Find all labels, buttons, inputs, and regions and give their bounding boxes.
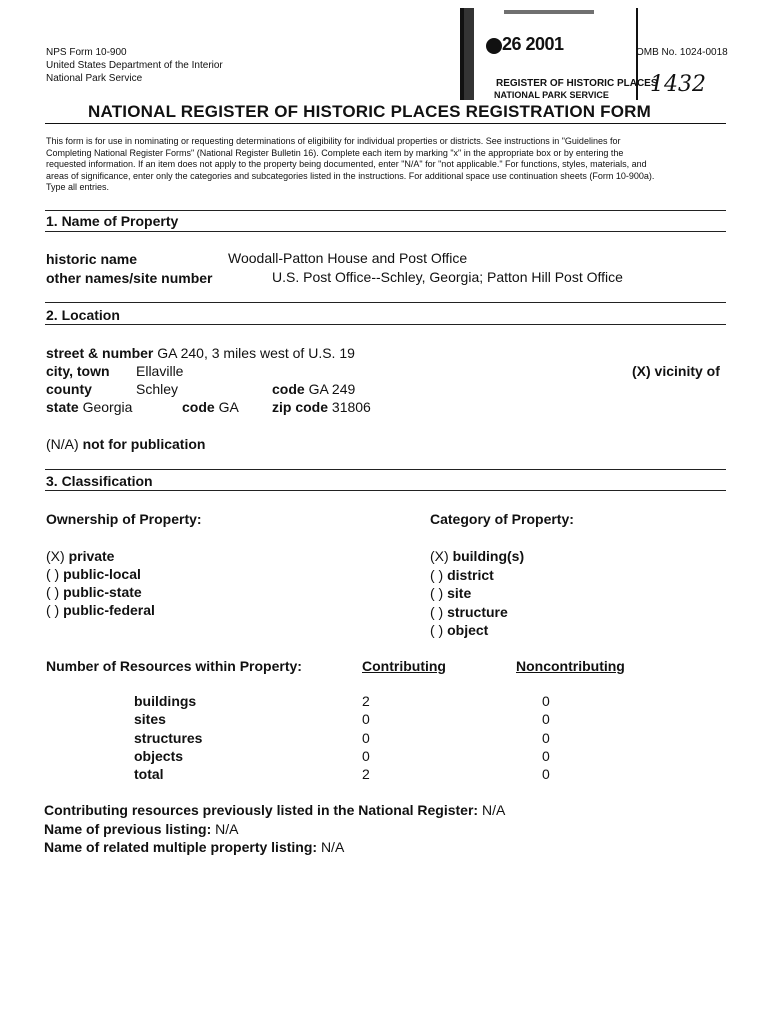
ownership-option — [46, 565, 155, 583]
historic-name-label: historic name — [46, 251, 138, 267]
street-value: GA 240, 3 miles west of U.S. 19 — [157, 345, 355, 361]
category-mark: ( ) — [430, 566, 444, 583]
category-mark: ( ) — [430, 622, 444, 638]
instructions-line: requested information. If an item does not apply to the property being documented, enter "N/A" for "not applicable." For functions, styles, materials, and — [46, 159, 647, 169]
not-for-publication-mark: (N/A) — [46, 436, 79, 452]
section3-title: 3. Classification — [46, 473, 153, 489]
noncontributing-count: 0 — [542, 711, 550, 728]
category-option — [430, 621, 524, 640]
resource-label: objects — [134, 747, 184, 764]
stamp-line-1: REGISTER OF HISTORIC PLACES — [496, 78, 658, 89]
not-for-publication-label: not for publication — [82, 436, 206, 452]
category-mark: ( ) — [430, 585, 444, 601]
section3-bottom-rule — [45, 490, 726, 491]
noncontributing-heading: Noncontributing — [516, 658, 625, 674]
stamp-ink-smudge — [464, 8, 474, 100]
instructions — [46, 136, 736, 194]
category-mark: (X) — [430, 548, 449, 564]
other-names-value: U.S. Post Office--Schley, Georgia; Patton Hill Post Office — [272, 269, 623, 285]
header-agency-block — [46, 46, 223, 85]
noncontributing-count: 0 — [542, 693, 550, 709]
category-label: building(s) — [452, 548, 525, 564]
previous-listing-block — [44, 801, 505, 857]
resource-labels — [134, 692, 202, 783]
other-names-label: other names/site number — [46, 270, 213, 286]
contributing-heading: Contributing — [362, 658, 446, 674]
ownership-label: public-state — [63, 584, 142, 600]
category-label: district — [447, 566, 494, 583]
instructions-line: areas of significance, enter only the categories and subcategories listed in the instructions. For additional space use continuation sheets (Form 10-900a). — [46, 170, 655, 181]
city-label: city, town — [46, 363, 110, 379]
category-mark: ( ) — [430, 603, 444, 620]
section2-top-rule — [45, 302, 726, 303]
noncontributing-count: 0 — [542, 747, 550, 764]
state-row — [46, 399, 132, 415]
stamp-ink-top — [504, 10, 594, 14]
state-code — [182, 399, 239, 415]
not-for-publication — [46, 436, 205, 452]
state-label: state — [46, 399, 79, 415]
contributing-counts — [362, 692, 370, 783]
stamp-ink-dot — [486, 38, 502, 54]
category-option — [430, 584, 524, 603]
street-label: street & number — [46, 345, 154, 361]
street-row — [46, 345, 355, 361]
ownership-mark: ( ) — [46, 584, 60, 600]
zip-value: 31806 — [331, 399, 371, 415]
historic-name-value: Woodall-Patton House and Post Office — [228, 250, 468, 266]
ownership-label: private — [68, 548, 115, 564]
category-label: site — [447, 585, 472, 601]
instructions-line: This form is for use in nominating or requesting determinations of eligibility for individual properties or districts. See instructions in "Guidelines for — [46, 136, 621, 146]
stamp-line-2: NATIONAL PARK SERVICE — [494, 90, 609, 100]
category-label: object — [447, 622, 489, 638]
ownership-mark: (X) — [46, 548, 65, 564]
omb-number: OMB No. 1024-0018 — [636, 47, 728, 58]
resource-label: total — [134, 766, 164, 783]
section2-title: 2. Location — [46, 307, 120, 323]
contributing-count: 2 — [362, 766, 370, 783]
previous-listing-name-label: Name of previous listing: — [44, 820, 212, 837]
ownership-option — [46, 601, 155, 619]
ownership-mark: ( ) — [46, 602, 60, 618]
related-listing-row — [44, 838, 505, 857]
vicinity-checkbox: (X) vicinity of — [632, 363, 720, 379]
county-value: Schley — [136, 381, 179, 397]
stamp-date: 26 2001 — [502, 34, 564, 54]
resource-label: buildings — [134, 693, 197, 709]
ownership-mark: ( ) — [46, 566, 60, 582]
county-code-label: code — [272, 381, 305, 397]
section1-top-rule — [45, 210, 726, 211]
form-number: NPS Form 10-900 — [46, 47, 127, 58]
county-code-value: GA 249 — [308, 381, 356, 397]
category-label: structure — [447, 603, 508, 620]
ownership-option — [46, 547, 155, 565]
ownership-option — [46, 583, 155, 601]
form-title: NATIONAL REGISTER OF HISTORIC PLACES REGISTRATION FORM — [88, 102, 652, 121]
category-option — [430, 547, 524, 566]
received-stamp — [460, 8, 658, 100]
zip-label: zip code — [272, 399, 329, 415]
county-code — [272, 381, 355, 397]
city-row — [46, 363, 110, 379]
ownership-heading: Ownership of Property: — [46, 511, 202, 527]
resource-label: structures — [134, 729, 203, 746]
previously-listed-row — [44, 801, 505, 820]
instructions-line: Type all entries. — [46, 182, 110, 192]
category-list — [430, 547, 524, 640]
title-rule — [45, 123, 726, 124]
department-name: United States Department of the Interior — [46, 60, 223, 71]
section3-top-rule — [45, 469, 726, 470]
contributing-count: 2 — [362, 693, 370, 709]
noncontributing-count: 0 — [542, 766, 550, 783]
ownership-list — [46, 547, 155, 619]
section1-bottom-rule — [45, 231, 726, 232]
city-value: Ellaville — [136, 363, 184, 379]
ownership-label: public-local — [63, 566, 141, 582]
previously-listed-value: N/A — [481, 802, 506, 818]
instructions-line: Completing National Register Forms" (National Register Bulletin 16). Complete each item by marking "x" in the appropriate box or by entering the — [46, 147, 624, 158]
related-listing-label: Name of related multiple property listing: — [44, 839, 318, 855]
section1-title: 1. Name of Property — [46, 213, 179, 229]
noncontributing-counts — [542, 692, 550, 783]
contributing-count: 0 — [362, 747, 370, 764]
county-label: county — [46, 381, 92, 397]
resources-heading: Number of Resources within Property: — [46, 658, 302, 674]
contributing-count: 0 — [362, 711, 370, 728]
previous-listing-name-value: N/A — [215, 820, 239, 837]
category-option — [430, 603, 524, 622]
category-option — [430, 566, 524, 585]
state-code-value: GA — [218, 399, 239, 415]
zip-code — [272, 399, 371, 415]
category-heading: Category of Property: — [430, 511, 574, 527]
resource-label: sites — [134, 711, 166, 728]
contributing-count: 0 — [362, 729, 370, 746]
state-value: Georgia — [82, 399, 133, 415]
ownership-label: public-federal — [63, 602, 155, 618]
noncontributing-count: 0 — [542, 729, 550, 746]
related-listing-value: N/A — [320, 839, 345, 855]
service-name: National Park Service — [46, 73, 143, 84]
section2-bottom-rule — [45, 324, 726, 325]
previous-listing-name-row — [44, 820, 505, 839]
state-code-label: code — [182, 399, 215, 415]
handwritten-reference-number: 1432 — [650, 72, 706, 97]
previously-listed-label: Contributing resources previously listed in the National Register: — [44, 802, 479, 818]
